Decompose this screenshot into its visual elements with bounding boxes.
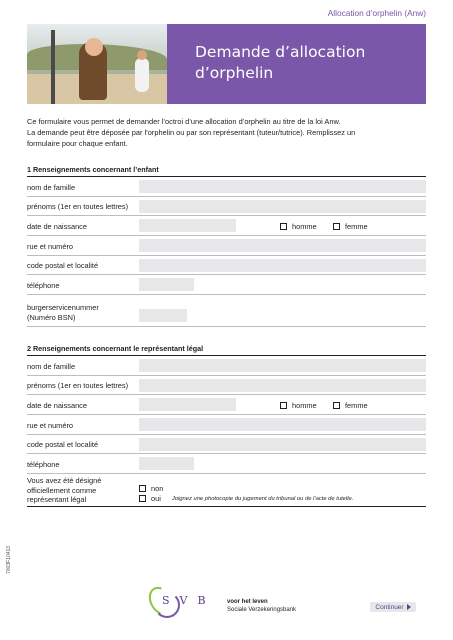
child-phone-field[interactable] [139,278,194,291]
label-yes: oui [151,494,161,504]
section-1-title: 1 Renseignements concernant l’enfant [27,165,426,177]
label-birthdate: date de naissance [27,222,87,232]
checkbox-female[interactable] [333,223,340,230]
tagline-line-2: Sociale Verzekeringsbank [227,607,297,613]
label-designation-line-1: Vous avez été désigné [27,476,102,486]
label-male: homme [292,222,317,232]
yes-note: Joignez une photocopie du jugement du tribunal ou de l’acte de tutelle. [171,495,354,502]
title-panel [167,24,426,104]
section-representative [27,344,426,507]
child-street-field[interactable] [139,239,426,252]
label-postcode: code postal et localité [27,261,99,271]
tagline-line-1: voor het leven [227,599,268,605]
child-birthdate-field[interactable] [139,219,236,232]
label-bsn [27,303,99,322]
row-child-surname [27,177,426,197]
label-birthdate: date de naissance [27,401,87,411]
rep-birthdate-field[interactable] [139,398,236,411]
continue-button[interactable] [370,602,416,612]
label-designation [27,476,101,505]
label-phone: téléphone [27,281,60,291]
row-rep-street [27,415,426,435]
rep-surname-field[interactable] [139,359,426,372]
checkbox-yes[interactable] [139,495,146,502]
rep-female-option[interactable] [333,401,368,410]
rep-postcode-field[interactable] [139,438,426,451]
row-child-street [27,236,426,256]
page-title [195,42,426,84]
option-yes[interactable] [139,494,353,503]
continue-label: Continuer [375,603,404,611]
label-bsn-line-1: burgerservicenummer [27,303,99,313]
label-surname: nom de famille [27,182,76,192]
svb-logo [146,586,226,618]
label-designation-line-2: officiellement comme [27,485,97,495]
label-street: rue et numéro [27,241,74,251]
label-postcode: code postal et localité [27,440,99,450]
label-male: homme [292,401,317,411]
logo-tagline [227,598,296,614]
child-female-option[interactable] [333,222,368,231]
intro-line-1: Ce formulaire vous permet de demander l’octroi d’une allocation d’orphelin au titre de la loi Anw. [27,117,341,126]
row-legal-designation [27,474,426,507]
document-header-title: Allocation d’orphelin (Anw) [327,8,426,18]
label-firstnames: prénoms (1er en toutes lettres) [27,202,129,212]
label-designation-line-3: représentant légal [27,495,87,505]
row-rep-firstnames [27,376,426,396]
label-female: femme [345,401,368,411]
checkbox-no[interactable] [139,485,146,492]
label-street: rue et numéro [27,420,74,430]
hero-banner [27,24,426,104]
child-firstnames-field[interactable] [139,200,426,213]
section-2-title: 2 Renseignements concernant le représentant légal [27,344,426,356]
child-male-option[interactable] [280,222,317,231]
form-code: 7003F10413 [6,545,12,574]
child-surname-field[interactable] [139,180,426,193]
option-no[interactable] [139,484,163,493]
label-surname: nom de famille [27,361,76,371]
row-rep-birthdate [27,395,426,415]
row-child-firstnames [27,197,426,217]
child-postcode-field[interactable] [139,259,426,272]
rep-male-option[interactable] [280,401,317,410]
intro-line-3: formulaire pour chaque enfant. [27,139,128,148]
label-female: femme [345,222,368,232]
arrow-right-icon [407,604,411,610]
title-line-2: d’orphelin [195,64,274,82]
intro-text [27,116,427,149]
row-child-birthdate [27,216,426,236]
rep-firstnames-field[interactable] [139,379,426,392]
logo-letters: SVB [162,594,216,607]
row-rep-surname [27,356,426,376]
intro-line-2: La demande peut être déposée par l’orphelin ou par son représentant (tuteur/tutrice). Remplissez un [27,128,356,137]
row-rep-phone [27,454,426,474]
label-no: non [151,484,164,494]
row-child-postcode [27,256,426,276]
title-line-1: Demande d’allocation [195,43,366,61]
row-child-bsn [27,295,426,327]
rep-street-field[interactable] [139,418,426,431]
section-child [27,165,426,327]
label-bsn-line-2: (Numéro BSN) [27,312,76,322]
child-bsn-field[interactable] [139,309,187,322]
label-firstnames: prénoms (1er en toutes lettres) [27,381,129,391]
checkbox-female[interactable] [333,402,340,409]
checkbox-male[interactable] [280,402,287,409]
rep-phone-field[interactable] [139,457,194,470]
hero-photo [27,24,167,104]
row-child-phone [27,275,426,295]
checkbox-male[interactable] [280,223,287,230]
row-rep-postcode [27,435,426,455]
label-phone: téléphone [27,460,60,470]
